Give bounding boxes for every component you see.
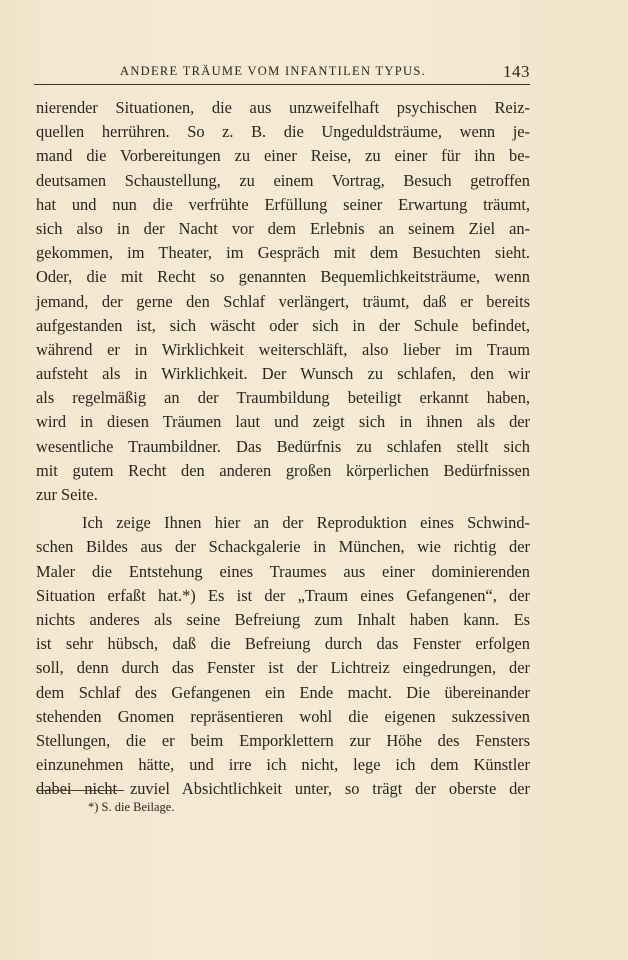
footnote: *) S. die Beilage. [88, 800, 175, 814]
text-line: mand die Vorbereitungen zu einer Reise, zu einer für ihn be- [36, 146, 530, 166]
text-line: nichts anderes als seine Befreiung zum Inhalt haben kann. Es [36, 609, 530, 629]
text-line: deutsamen Schaustellung, zu einem Vortrag, Besuch getroffen [36, 170, 530, 190]
text-line: jemand, der gerne den Schlaf verlängert, träumt, daß er bereits [36, 291, 530, 311]
footnote-rule [36, 790, 124, 791]
text-line: gekommen, im Theater, im Gespräch mit dem Besuchten sieht. [36, 243, 530, 263]
text-line: sich also in der Nacht vor dem Erlebnis an seinem Ziel an- [36, 218, 530, 238]
text-line: dem Schlaf des Gefangenen ein Ende macht. Die übereinander [36, 682, 530, 702]
text-line: soll, denn durch das Fenster ist der Lichtreiz eingedrungen, der [36, 658, 530, 678]
text-line: einzunehmen hätte, und irre ich nicht, lege ich dem Künstler [36, 755, 530, 775]
text-line: während er in Wirklichkeit weiterschläft, also lieber im Traum [36, 339, 530, 359]
text-line: Maler die Entstehung eines Traumes aus einer dominierenden [36, 561, 530, 581]
text-line: ist sehr hübsch, daß die Befreiung durch das Fenster erfolgen [36, 634, 530, 654]
text-line: Ich zeige Ihnen hier an der Reproduktion eines Schwind- [82, 513, 530, 533]
text-line: hat und nun die verfrühte Erfüllung seiner Erwartung träumt, [36, 194, 530, 214]
text-line: Oder, die mit Recht so genannten Bequemlichkeitsträume, wenn [36, 267, 530, 287]
page-number: 143 [503, 62, 530, 81]
text-line: zur Seite. [36, 485, 98, 504]
paragraph-2 [36, 511, 530, 801]
text-line: aufsteht als in Wirklichkeit. Der Wunsch zu schlafen, den wir [36, 364, 530, 384]
text-line: dabei nicht zuviel Absichtlichkeit unter, so trägt der oberste der [36, 779, 530, 799]
running-header [34, 62, 532, 84]
text-line: Situation erfaßt hat.*) Es ist der „Traum eines Gefangenen“, der [36, 585, 530, 605]
body-text [36, 96, 530, 801]
text-line: quellen herrühren. So z. B. die Ungeduldsträume, wenn je- [36, 122, 530, 142]
text-line: als regelmäßig an der Traumbildung beteiligt erkannt haben, [36, 388, 530, 408]
text-line: wird in diesen Träumen laut und zeigt sich in ihnen als der [36, 412, 530, 432]
text-line: mit gutem Recht den anderen großen körperlichen Bedürfnissen [36, 460, 530, 480]
text-line: Stellungen, die er beim Emporklettern zur Höhe des Fensters [36, 730, 530, 750]
paragraph-1 [36, 96, 530, 507]
running-title: ANDERE TRÄUME VOM INFANTILEN TYPUS. [120, 64, 427, 78]
text-line: wesentliche Traumbildner. Das Bedürfnis zu schlafen stellt sich [36, 436, 530, 456]
text-line: aufgestanden ist, sich wäscht oder sich in der Schule befindet, [36, 315, 530, 335]
header-rule [34, 84, 530, 85]
text-line: schen Bildes aus der Schackgalerie in München, wie richtig der [36, 537, 530, 557]
text-line: stehenden Gnomen repräsentieren wohl die eigenen sukzessiven [36, 706, 530, 726]
text-line: nierender Situationen, die aus unzweifelhaft psychischen Reiz- [36, 98, 530, 117]
